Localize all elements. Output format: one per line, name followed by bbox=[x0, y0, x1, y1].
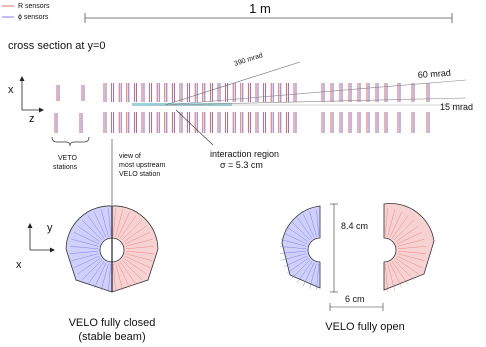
axis-z-label: z bbox=[29, 113, 35, 125]
angle-60-label: 60 mrad bbox=[417, 67, 452, 80]
axis-x-lower-label: x bbox=[16, 259, 22, 271]
closed-caption-line2: (stable beam) bbox=[78, 331, 146, 343]
height-dimension-label: 8.4 cm bbox=[341, 221, 369, 231]
interaction-label-line1: interaction region bbox=[210, 149, 280, 159]
dimension-8-4cm bbox=[330, 204, 338, 292]
velo-open-view bbox=[280, 204, 434, 292]
veto-brace bbox=[52, 137, 89, 146]
view-label-line1: view of bbox=[119, 153, 141, 160]
line-390-mrad bbox=[165, 62, 300, 105]
cross-section-label: cross section at y=0 bbox=[8, 40, 106, 52]
axis-y-label: y bbox=[47, 222, 53, 234]
closed-right-half bbox=[112, 206, 158, 292]
velo-closed-view bbox=[66, 206, 158, 292]
angle-15-label: 15 mrad bbox=[440, 102, 474, 112]
legend bbox=[2, 3, 50, 21]
dimension-6cm bbox=[330, 303, 383, 311]
legend-r-label: R sensors bbox=[18, 3, 50, 10]
scale-bar bbox=[85, 1, 452, 23]
closed-caption-line1: VELO fully closed bbox=[68, 317, 156, 329]
veto-label-line2: stations bbox=[53, 164, 78, 171]
open-caption: VELO fully open bbox=[325, 321, 405, 333]
cross-section-axes bbox=[8, 76, 44, 125]
width-dimension-label: 6 cm bbox=[345, 294, 365, 304]
sensor-row-upper bbox=[57, 83, 429, 102]
axis-x-label: x bbox=[8, 84, 14, 96]
front-view-axes bbox=[16, 222, 55, 271]
view-label-line2: most upstream bbox=[119, 162, 166, 169]
view-label-line3: VELO station bbox=[119, 171, 161, 178]
veto-label-line1: VETO bbox=[58, 155, 77, 162]
sensor-row-lower bbox=[55, 112, 429, 133]
legend-phi-label: ϕ sensors bbox=[18, 14, 49, 21]
scale-label: 1 m bbox=[249, 1, 271, 16]
interaction-label-line2: σ = 5.3 cm bbox=[220, 160, 263, 170]
closed-left-half bbox=[66, 206, 112, 292]
angle-390-label: 390 mrad bbox=[233, 52, 264, 68]
